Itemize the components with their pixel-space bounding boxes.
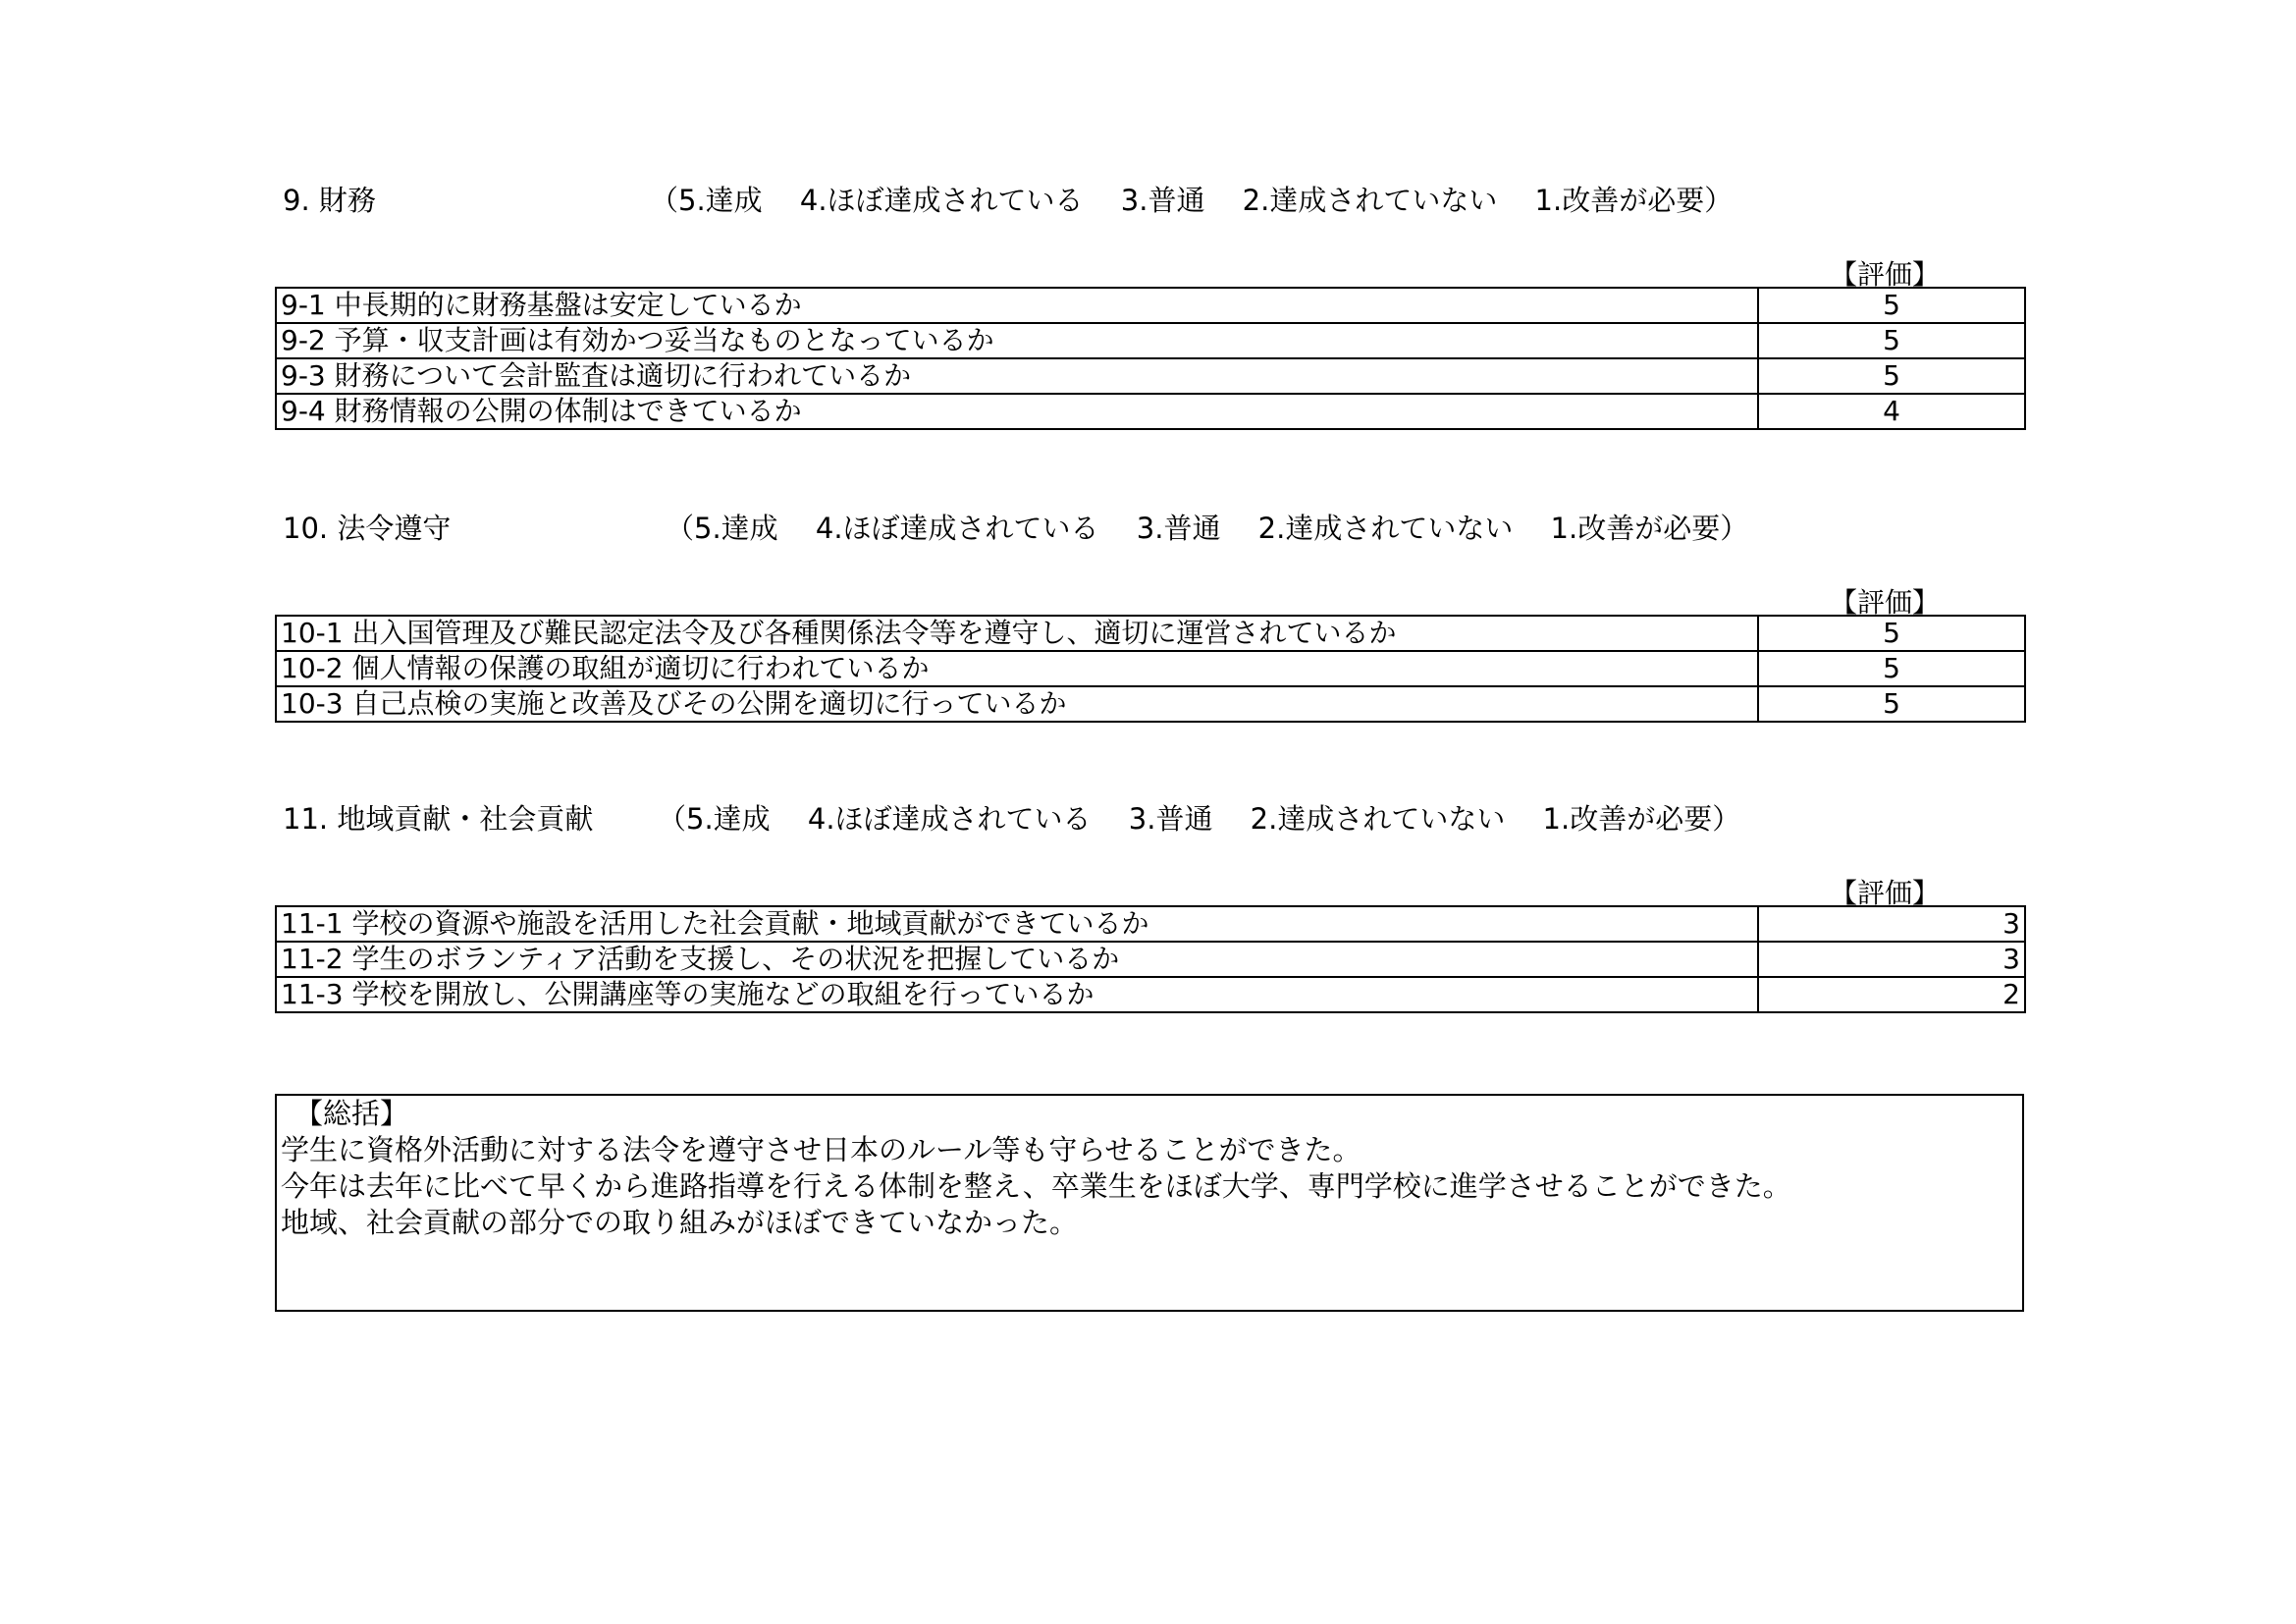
evaluation-label: 【評価】 [1829, 258, 1940, 291]
section-title: 10. 法令遵守 [283, 512, 452, 545]
section-title: 11. 地域貢献・社会貢献 [283, 802, 594, 836]
rating-scale: （5.達成 4.ほぼ達成されている 3.普通 2.達成されていない 1.改善が必要） [666, 512, 1749, 545]
section-compliance [275, 507, 2024, 720]
table-row [276, 616, 2025, 651]
item-score: 4 [1758, 394, 2025, 429]
section-header [275, 179, 2024, 222]
evaluation-table [275, 615, 2026, 723]
item-score: 5 [1758, 358, 2025, 394]
item-label: 11-1 学校の資源や施設を活用した社会貢献・地域貢献ができているか [276, 906, 1758, 942]
table-row [276, 323, 2025, 358]
summary-heading: 【総括】 [294, 1097, 409, 1130]
section-community [275, 797, 2024, 1010]
rating-scale: （5.達成 4.ほぼ達成されている 3.普通 2.達成されていない 1.改善が必要） [658, 802, 1741, 836]
evaluation-label: 【評価】 [1829, 586, 1940, 619]
summary-line: 学生に資格外活動に対する法令を遵守させ日本のルール等も守らせることができた。 [281, 1133, 1362, 1166]
item-label: 9-4 財務情報の公開の体制はできているか [276, 394, 1758, 429]
item-label: 10-2 個人情報の保護の取組が適切に行われているか [276, 651, 1758, 686]
table-row [276, 977, 2025, 1012]
section-title: 9. 財務 [283, 184, 376, 217]
item-label: 9-3 財務について会計監査は適切に行われているか [276, 358, 1758, 394]
table-row [276, 394, 2025, 429]
item-score: 5 [1758, 288, 2025, 323]
evaluation-table [275, 905, 2026, 1013]
item-label: 9-2 予算・収支計画は有効かつ妥当なものとなっているか [276, 323, 1758, 358]
section-header [275, 507, 2024, 550]
evaluation-label: 【評価】 [1829, 877, 1940, 909]
item-label: 11-3 学校を開放し、公開講座等の実施などの取組を行っているか [276, 977, 1758, 1012]
item-label: 10-1 出入国管理及び難民認定法令及び各種関係法令等を遵守し、適切に運営されているか [276, 616, 1758, 651]
table-row [276, 942, 2025, 977]
item-score: 2 [1758, 977, 2025, 1012]
table-row [276, 906, 2025, 942]
summary-line: 今年は去年に比べて早くから進路指導を行える体制を整え、卒業生をほぼ大学、専門学校に進学させることができた。 [281, 1169, 1791, 1203]
table-row [276, 686, 2025, 722]
item-score: 5 [1758, 686, 2025, 722]
item-label: 11-2 学生のボランティア活動を支援し、その状況を把握しているか [276, 942, 1758, 977]
item-score: 5 [1758, 651, 2025, 686]
section-header [275, 797, 2024, 840]
item-score: 5 [1758, 616, 2025, 651]
table-row [276, 358, 2025, 394]
item-score: 3 [1758, 942, 2025, 977]
item-score: 3 [1758, 906, 2025, 942]
rating-scale: （5.達成 4.ほぼ達成されている 3.普通 2.達成されていない 1.改善が必要） [650, 184, 1734, 217]
summary-box [275, 1094, 2024, 1312]
table-row [276, 651, 2025, 686]
item-label: 10-3 自己点検の実施と改善及びその公開を適切に行っているか [276, 686, 1758, 722]
summary-line: 地域、社会貢献の部分での取り組みがほぼできていなかった。 [281, 1206, 1079, 1239]
item-label: 9-1 中長期的に財務基盤は安定しているか [276, 288, 1758, 323]
item-score: 5 [1758, 323, 2025, 358]
evaluation-table [275, 287, 2026, 430]
table-row [276, 288, 2025, 323]
section-finance [275, 179, 2024, 427]
